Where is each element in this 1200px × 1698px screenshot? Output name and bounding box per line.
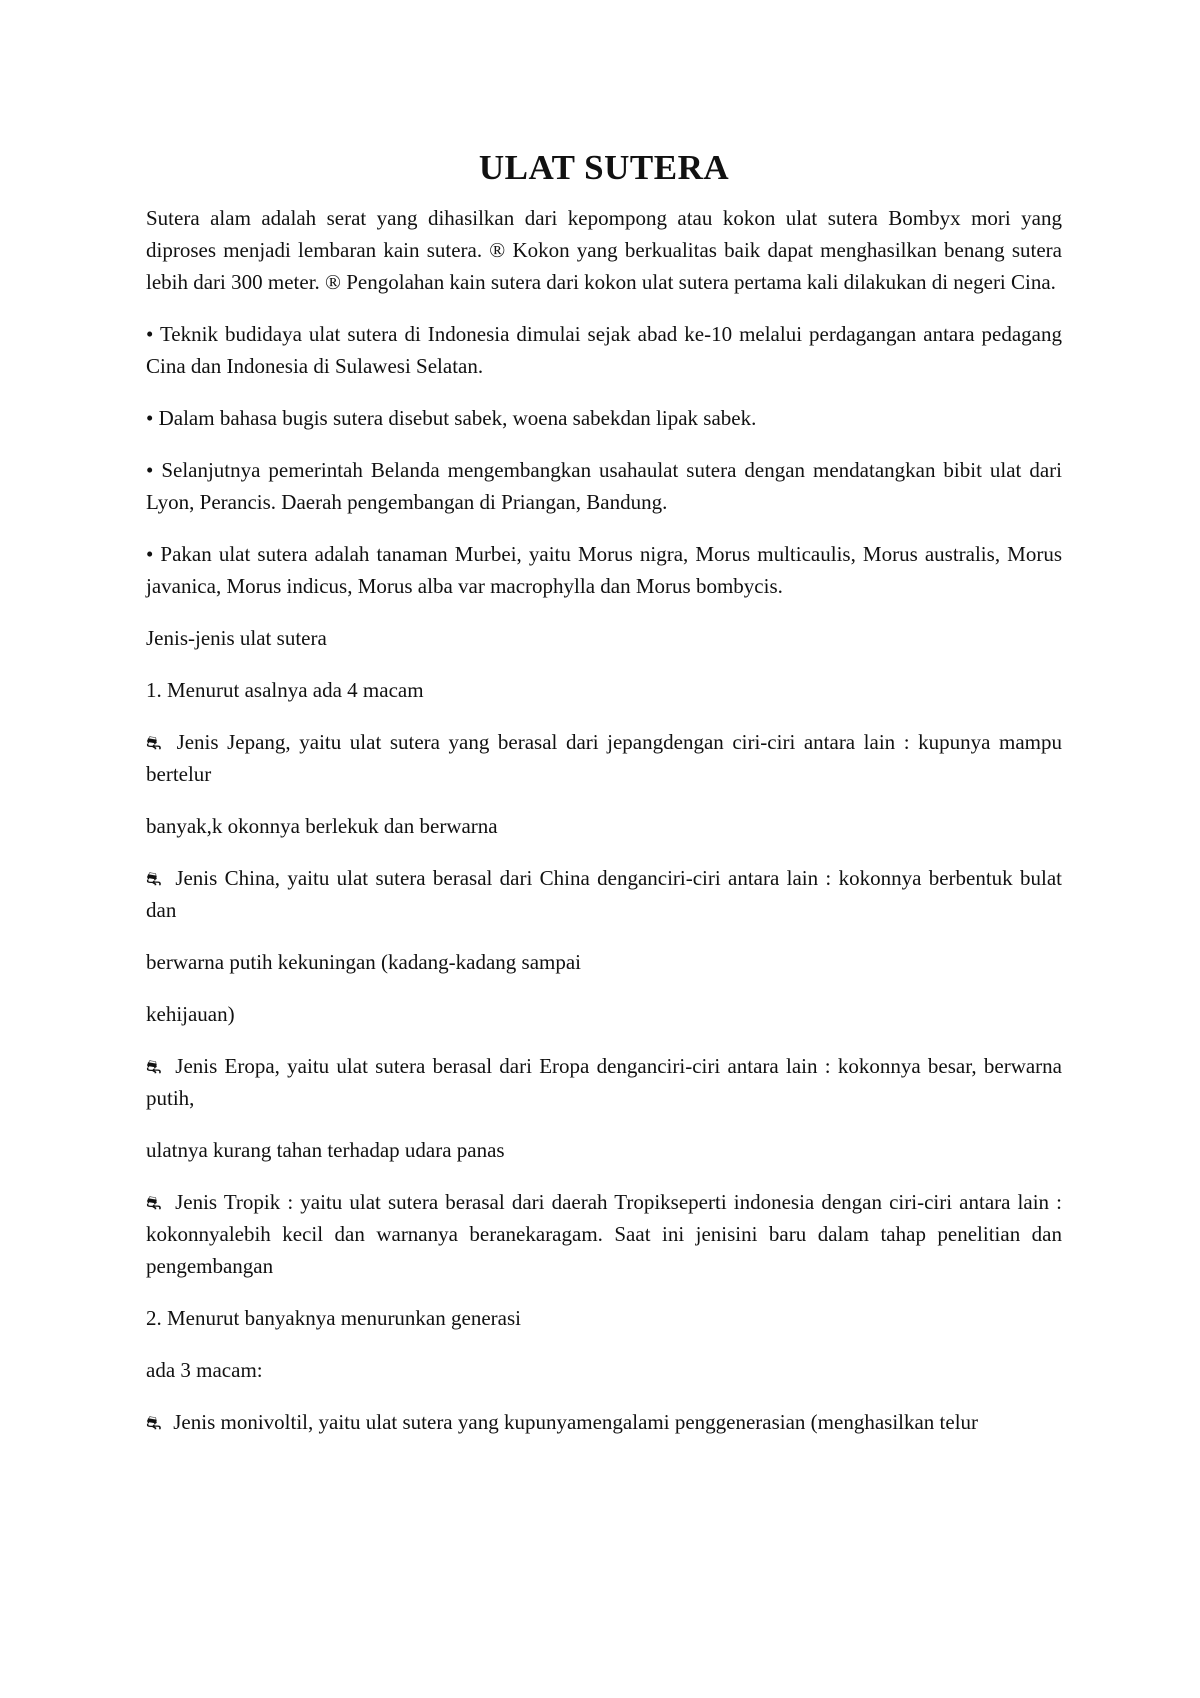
paragraph-bullet-teknik: • Teknik budidaya ulat sutera di Indonesia dimulai sejak abad ke-10 melalui perdagangan antara pedagang Cina dan Indonesia di Sulawesi Selatan. xyxy=(146,322,1062,378)
hat-bullet-icon: ⛐ xyxy=(146,1057,162,1077)
hat-bullet-icon: ⛐ xyxy=(146,1193,162,1213)
paragraph-text: Jenis monivoltil, yaitu ulat sutera yang kupunyamengalami penggenerasian (menghasilkan telur xyxy=(173,1410,979,1434)
hat-bullet-icon: ⛐ xyxy=(146,733,162,753)
hat-bullet-icon: ⛐ xyxy=(146,869,162,889)
paragraph-china-cont-2: kehijauan) xyxy=(146,1002,235,1026)
paragraph-jenis-eropa xyxy=(146,1050,1062,1114)
paragraph-intro: Sutera alam adalah serat yang dihasilkan dari kepompong atau kokon ulat sutera Bombyx mori yang diproses menjadi lembaran kain sutera. ® Kokon yang berkualitas baik dapat menghasilkan benang sutera lebih dari 300 meter. ® Pengolahan kain sutera dari kokon ulat sutera pertama kali dilakukan di negeri Cina. xyxy=(146,206,1062,294)
paragraph-text: Jenis China, yaitu ulat sutera berasal dari China denganciri-ciri antara lain : kokonnya berbentuk bulat dan xyxy=(146,866,1062,922)
paragraph-china-cont-1: berwarna putih kekuningan (kadang-kadang sampai xyxy=(146,950,582,974)
paragraph-ada-3-macam: ada 3 macam: xyxy=(146,1358,263,1382)
paragraph-jenis-jepang xyxy=(146,726,1062,790)
paragraph-numbered-1: 1. Menurut asalnya ada 4 macam xyxy=(146,678,424,702)
paragraph-jenis-heading: Jenis-jenis ulat sutera xyxy=(146,626,327,650)
document-title: ULAT SUTERA xyxy=(478,148,730,187)
paragraph-jenis-tropik xyxy=(146,1186,1062,1282)
paragraph-text: Jenis Eropa, yaitu ulat sutera berasal dari Eropa denganciri-ciri antara lain : kokonnya besar, berwarna putih, xyxy=(146,1054,1062,1110)
paragraph-bullet-pakan: • Pakan ulat sutera adalah tanaman Murbei, yaitu Morus nigra, Morus multicaulis, Morus australis, Morus javanica, Morus indicus, Morus alba var macrophylla dan Morus bombycis. xyxy=(146,542,1062,598)
paragraph-numbered-2: 2. Menurut banyaknya menurunkan generasi xyxy=(146,1306,521,1330)
paragraph-bullet-bugis: • Dalam bahasa bugis sutera disebut sabek, woena sabekdan lipak sabek. xyxy=(146,406,757,430)
paragraph-bullet-belanda: • Selanjutnya pemerintah Belanda mengembangkan usahaulat sutera dengan mendatangkan bibit ulat dari Lyon, Perancis. Daerah pengembangan di Priangan, Bandung. xyxy=(146,458,1062,514)
hat-bullet-icon: ⛐ xyxy=(146,1413,162,1433)
paragraph-jenis-china xyxy=(146,862,1062,926)
paragraph-text: Jenis Jepang, yaitu ulat sutera yang berasal dari jepangdengan ciri-ciri antara lain : kupunya mampu bertelur xyxy=(146,730,1062,786)
paragraph-jenis-monivoltil xyxy=(146,1406,1062,1438)
paragraph-eropa-cont: ulatnya kurang tahan terhadap udara panas xyxy=(146,1138,505,1162)
document-page xyxy=(146,148,1062,1458)
paragraph-text: Jenis Tropik : yaitu ulat sutera berasal dari daerah Tropikseperti indonesia dengan ciri-ciri antara lain : kokonnyalebih kecil dan warnanya beranekaragam. Saat ini jenisini baru dalam tahap penelitian dan pengembangan xyxy=(146,1190,1062,1278)
paragraph-jepang-cont: banyak,k okonnya berlekuk dan berwarna xyxy=(146,814,498,838)
